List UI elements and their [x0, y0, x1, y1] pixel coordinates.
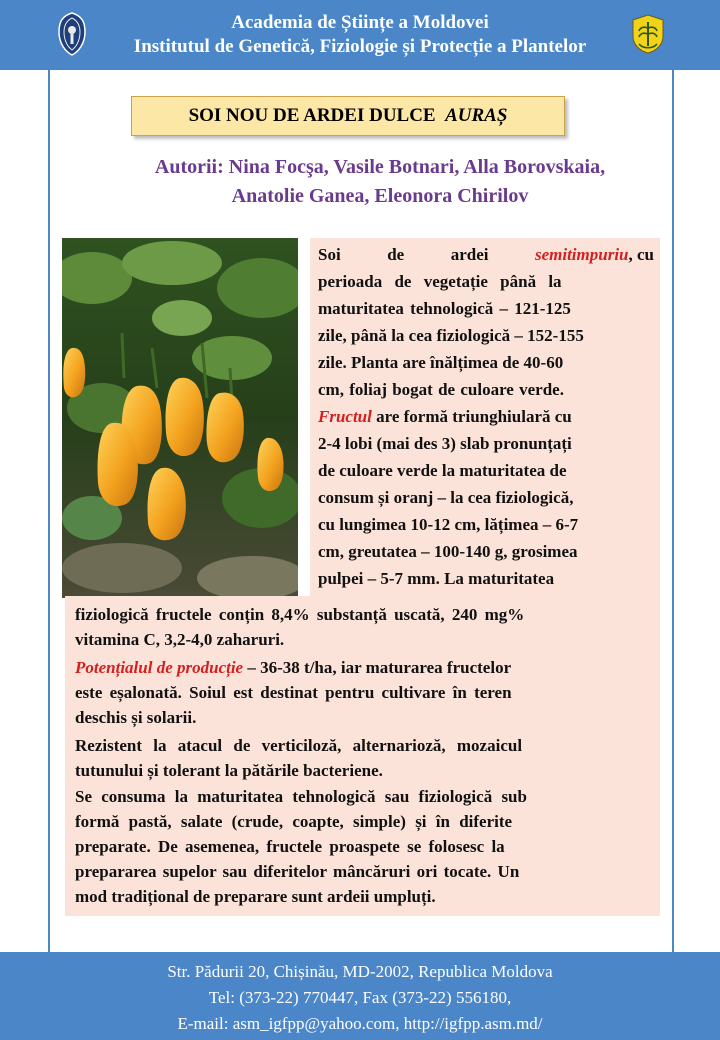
desc-bottom-line-2: vitamina C, 3,2-4,0 zaharuri.: [75, 630, 285, 649]
institute-emblem-icon: [632, 14, 664, 54]
left-border-line: [48, 70, 50, 952]
authors-line-2: Anatolie Ganea, Eleonora Chirilov: [231, 185, 529, 207]
desc-word-ardei: ardei: [450, 245, 489, 264]
desc-line-11: cu lungimea 10-12 cm, lățimea – 6-7: [318, 515, 579, 534]
desc-bottom-line-6: Rezistent la atacul de verticiloză, alternarioză, mozaicul: [75, 736, 523, 755]
semitimpuriu-highlight: semitimpuriu: [534, 245, 629, 264]
desc-line-13: pulpei – 5-7 mm. La maturitatea: [318, 569, 555, 588]
production-potential-highlight: Potențialul de producție: [75, 658, 244, 677]
desc-bottom-line-9: formă pastă, salate (crude, coapte, simple) și în diferite: [75, 812, 513, 831]
authors-line-1: Autorii: Nina Focşa, Vasile Botnari, Alla Borovskaia,: [154, 156, 606, 178]
desc-bottom-line-3-rest: – 36-38 t/ha, iar maturarea fructelor: [243, 658, 512, 677]
academy-name: Academia de Științe a Moldovei: [231, 12, 489, 33]
desc-word-cu: , cu: [628, 245, 654, 264]
footer-phone: Tel: (373-22) 770447, Fax (373-22) 556180,: [208, 988, 512, 1007]
desc-line-10: consum și oranj – la cea fiziologică,: [318, 488, 574, 507]
desc-word-semitimpuriu: [535, 244, 654, 266]
desc-word-soi: Soi: [318, 245, 341, 264]
desc-line-3: maturitatea tehnologică – 121-125: [318, 299, 571, 318]
description-box-top: [310, 238, 660, 596]
desc-bottom-line-10: preparate. De asemenea, fructele proaspete se folosesc la: [75, 837, 505, 856]
desc-bottom-line-4: este eșalonată. Soiul est destinat pentru cultivare în teren: [75, 683, 512, 702]
desc-bottom-line-7: tutunului și tolerant la pătările bacteriene.: [75, 761, 383, 780]
pepper-plant-photo: [62, 238, 298, 598]
desc-bottom-line-5: deschis și solarii.: [75, 708, 197, 727]
institute-name: Institutul de Genetică, Fiziologie și Protecție a Plantelor: [133, 36, 587, 57]
footer-address: Str. Pădurii 20, Chișinău, MD-2002, Republica Moldova: [167, 962, 553, 981]
desc-word-de: de: [387, 245, 405, 264]
desc-bottom-line-12: mod tradițional de preparare sunt ardeii umpluți.: [75, 887, 436, 906]
footer-banner: [0, 952, 720, 1040]
desc-line-4: zile, până la cea fiziologică – 152-155: [318, 326, 584, 345]
fructul-highlight: Fructul: [318, 407, 372, 426]
title-prefix: SOI NOU DE ARDEI DULCE: [188, 105, 446, 126]
desc-line-6: cm, foliaj bogat de culoare verde.: [318, 380, 564, 399]
description-box-bottom: [65, 596, 660, 916]
variety-name: AURAȘ: [445, 105, 508, 126]
desc-line-12: cm, greutatea – 100-140 g, grosimea: [318, 542, 578, 561]
desc-bottom-line-3: [75, 657, 511, 679]
desc-bottom-line-1: fiziologică fructele conțin 8,4% substanță uscată, 240 mg%: [75, 605, 525, 624]
desc-line-1: [318, 244, 654, 266]
footer-contact: E-mail: asm_igfpp@yahoo.com, http://igfpp.asm.md/: [177, 1014, 543, 1033]
desc-bottom-line-11: prepararea supelor sau diferitelor mâncăruri ori tocate. Un: [75, 862, 520, 881]
variety-title: [131, 96, 565, 136]
desc-line-5: zile. Planta are înălțimea de 40-60: [318, 353, 564, 372]
desc-bottom-line-8: Se consuma la maturitatea tehnologică sau fiziologică sub: [75, 787, 527, 806]
desc-line-2: perioada de vegetație până la: [318, 272, 562, 291]
desc-line-9: de culoare verde la maturitatea de: [318, 461, 567, 480]
desc-line-7: [318, 406, 572, 428]
desc-line-7-rest: are formă triunghiulară cu: [371, 407, 572, 426]
header-banner: [0, 0, 720, 70]
desc-line-8: 2-4 lobi (mai des 3) slab pronunțați: [318, 434, 572, 453]
